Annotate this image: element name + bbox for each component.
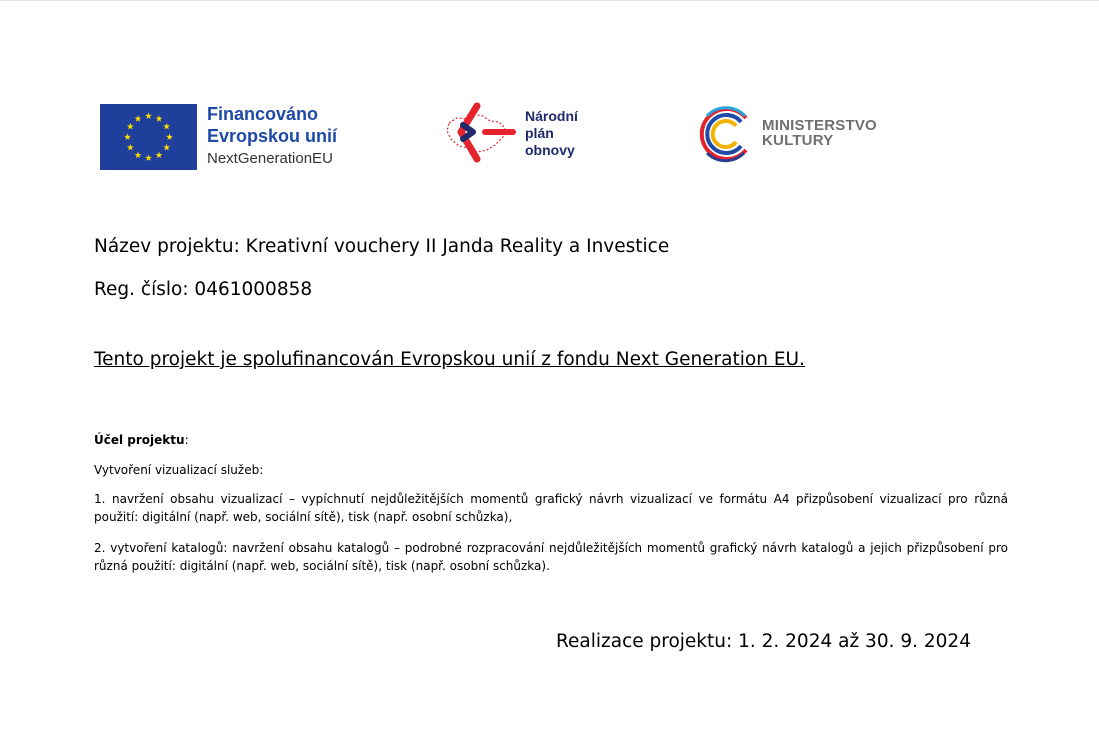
- registration-number: Reg. číslo: 0461000858: [94, 279, 313, 300]
- recovery-plan-mark-icon: [443, 101, 519, 167]
- purpose-heading-text: Účel projektu: [94, 433, 185, 447]
- npo-logo-line-3: obnovy: [525, 142, 575, 158]
- project-name: Název projektu: Kreativní vouchery II Janda Reality a Investice: [94, 236, 670, 257]
- purpose-item: 1. navržení obsahu vizualizací – vypíchnutí nejdůležitějších momentů grafický návrh vizualizací ve formátu A4 přizpůsobení vizualizací pro různá použití: digitální (např. web, sociální sítě), tisk (např. osobní schůzka),: [94, 492, 1008, 524]
- cofinancing-statement: Tento projekt je spolufinancován Evropskou unií z fondu Next Generation EU.: [94, 349, 805, 370]
- ministry-logo-line-2: KULTURY: [762, 132, 834, 149]
- eu-logo-line-3: NextGenerationEU: [207, 150, 333, 167]
- eu-logo-line-2: Evropskou unií: [207, 126, 338, 146]
- ministry-c-mark-icon: [697, 104, 755, 164]
- ministry-of-culture-logo: [697, 104, 877, 164]
- purpose-intro: Vytvoření vizualizací služeb:: [94, 463, 264, 477]
- ministry-logo-line-1: MINISTERSTVO: [762, 117, 877, 134]
- purpose-heading-colon: :: [184, 433, 189, 447]
- project-realization-dates: Realizace projektu: 1. 2. 2024 až 30. 9. 2024: [556, 631, 971, 652]
- eu-logo-line-1: Financováno: [207, 104, 319, 124]
- eu-flag-icon: [100, 104, 197, 170]
- purpose-heading: [94, 431, 1008, 449]
- npo-logo-line-2: plán: [525, 125, 554, 141]
- eu-funding-logo: [100, 104, 337, 170]
- purpose-item: 2. vytvoření katalogů: navržení obsahu katalogů – podrobné rozpracování nejdůležitějších momentů grafický návrh katalogů a jejich přizpůsobení pro různá použití: digitální (např. web, sociální sítě), tisk (např. osobní schůzka).: [94, 541, 1008, 573]
- npo-logo-line-1: Národní: [525, 108, 578, 124]
- page-top-border: [0, 0, 1099, 1]
- national-recovery-plan-logo: [443, 101, 578, 167]
